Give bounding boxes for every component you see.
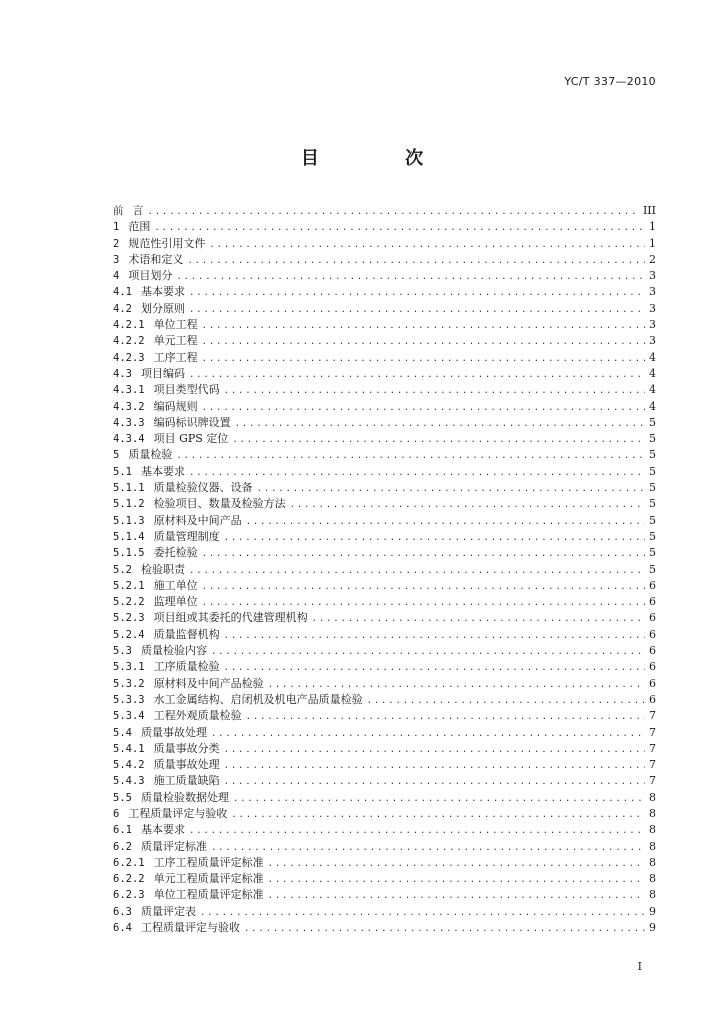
- toc-entry-number: 5.3.2: [113, 677, 145, 690]
- toc-leader-dots: [200, 905, 645, 920]
- toc-leader-dots: [176, 448, 645, 463]
- toc-leader-dots: [189, 302, 645, 317]
- toc-entry-title: 工序质量检验: [153, 660, 220, 674]
- toc-entry-page: 5: [649, 513, 656, 527]
- toc-leader-dots: [209, 237, 645, 252]
- toc-leader-dots: [290, 497, 645, 512]
- toc-entry[interactable]: [113, 350, 656, 366]
- toc-entry-title: 项目 GPS 定位: [153, 432, 229, 446]
- toc-entry-title: 监理单位: [153, 595, 198, 609]
- toc-entry-number: 5.1.2: [113, 498, 145, 511]
- toc-entry-number: 5.5: [113, 791, 132, 804]
- toc-entry-title: 单元工程: [153, 334, 198, 348]
- toc-entry-title: 检验职责: [140, 562, 185, 576]
- page-number: I: [637, 960, 642, 973]
- toc-entry-page: 5: [649, 481, 656, 495]
- toc-entry-title: 言: [132, 204, 144, 217]
- toc-entry-title: 编码规则: [153, 399, 198, 413]
- toc-entry-page: 3: [649, 269, 656, 283]
- toc-entry-page: 6: [649, 644, 656, 658]
- toc-entry-page: 8: [649, 806, 656, 820]
- toc-entry-title: 质量检验内容: [140, 644, 207, 658]
- toc-entry-page: 8: [649, 839, 656, 853]
- toc-entry-title: 施工质量缺陷: [153, 774, 220, 788]
- toc-entry[interactable]: [113, 431, 656, 447]
- toc-leader-dots: [224, 660, 645, 675]
- toc-entry[interactable]: [113, 627, 656, 643]
- toc-entry[interactable]: [113, 920, 656, 936]
- toc-entry[interactable]: [113, 284, 656, 300]
- toc-entry-page: 5: [649, 562, 656, 576]
- toc-entry-page: 8: [649, 872, 656, 886]
- toc-entry[interactable]: [113, 464, 656, 480]
- toc-entry-number: 5.3.1: [113, 661, 145, 674]
- toc-entry[interactable]: [113, 659, 656, 675]
- toc-leader-dots: [189, 823, 645, 838]
- standard-code: YC/T 337—2010: [564, 75, 656, 88]
- toc-entry-page: 7: [649, 758, 656, 772]
- toc-entry-number: 4: [113, 270, 120, 283]
- toc-entry-number: 5.2: [113, 563, 132, 576]
- toc-entry[interactable]: [113, 317, 656, 333]
- toc-entry-number: 4.3: [113, 367, 132, 380]
- toc-entry[interactable]: [113, 855, 656, 871]
- toc-entry-number: 6.2.1: [113, 856, 145, 869]
- toc-entry[interactable]: [113, 871, 656, 887]
- toc-entry-number: 2: [113, 237, 120, 250]
- toc-leader-dots: [224, 628, 645, 643]
- toc-entry-title: 项目组或其委托的代建管理机构: [153, 611, 308, 625]
- toc-entry-number: 5.3.4: [113, 710, 145, 723]
- toc-entry-page: 6: [649, 595, 656, 609]
- toc-entry-title: 术语和定义: [128, 252, 184, 266]
- toc-entry-number: 前: [113, 205, 124, 217]
- toc-entry-title: 单元工程质量评定标准: [153, 872, 264, 886]
- toc-entry-number: 5.2.1: [113, 579, 145, 592]
- toc-entry-page: III: [642, 204, 656, 217]
- toc-leader-dots: [268, 888, 645, 903]
- toc-leader-dots: [154, 220, 645, 235]
- toc-leader-dots: [202, 546, 645, 561]
- toc-entry-title: 质量管理制度: [153, 529, 220, 543]
- toc-leader-dots: [176, 269, 645, 284]
- toc-entry[interactable]: [113, 333, 656, 349]
- toc-entry-page: 3: [649, 285, 656, 299]
- toc-leader-dots: [189, 367, 645, 382]
- toc-entry-page: 1: [649, 236, 656, 250]
- toc-entry-number: 4.3.1: [113, 384, 145, 397]
- toc-leader-dots: [211, 726, 645, 741]
- toc-entry-title: 水工金属结构、启闭机及机电产品质量检验: [153, 692, 363, 706]
- toc-entry-page: 5: [649, 546, 656, 560]
- toc-entry-number: 6: [113, 807, 120, 820]
- toc-entry-number: 5.1.3: [113, 514, 145, 527]
- toc-entry-number: 4.2.2: [113, 335, 145, 348]
- toc-entry-number: 5.4: [113, 726, 132, 739]
- toc-entry-page: 3: [649, 301, 656, 315]
- toc-entry-page: 5: [649, 529, 656, 543]
- toc-entry-number: 5.4.2: [113, 759, 145, 772]
- toc-entry-number: 5.4.1: [113, 742, 145, 755]
- toc-entry-number: 5.1.1: [113, 482, 145, 495]
- toc-entry-title: 质量事故分类: [153, 741, 220, 755]
- toc-entry-page: 3: [649, 318, 656, 332]
- toc-leader-dots: [202, 318, 645, 333]
- toc-entry[interactable]: [113, 236, 656, 252]
- toc-entry-page: 6: [649, 627, 656, 641]
- toc-entry-number: 5.2.3: [113, 612, 145, 625]
- toc-entry[interactable]: [113, 676, 656, 692]
- toc-entry[interactable]: [113, 203, 656, 219]
- toc-entry[interactable]: [113, 741, 656, 757]
- toc-leader-dots: [224, 383, 645, 398]
- toc-entry-title: 质量事故处理: [140, 725, 207, 739]
- toc-entry[interactable]: [113, 562, 656, 578]
- toc-entry-title: 原材料及中间产品: [153, 513, 242, 527]
- toc-entry-title: 质量评定标准: [140, 839, 207, 853]
- toc-entry[interactable]: [113, 806, 656, 822]
- toc-entry-number: 6.2: [113, 840, 132, 853]
- toc-leader-dots: [224, 530, 645, 545]
- toc-entry-title: 原材料及中间产品检验: [153, 676, 264, 690]
- toc-leader-dots: [268, 872, 645, 887]
- toc-entry[interactable]: [113, 415, 656, 431]
- toc-entry-title: 项目编码: [140, 366, 185, 380]
- toc-entry[interactable]: [113, 725, 656, 741]
- toc-leader-dots: [189, 563, 645, 578]
- toc-entry-title: 质量监督机构: [153, 627, 220, 641]
- toc-entry-title: 划分原则: [140, 301, 185, 315]
- toc-entry-number: 6.1: [113, 824, 132, 837]
- toc-entry[interactable]: [113, 610, 656, 626]
- toc-entry[interactable]: [113, 513, 656, 529]
- toc-entry[interactable]: [113, 773, 656, 789]
- toc-leader-dots: [189, 285, 645, 300]
- toc-entry-number: 4.3.3: [113, 416, 145, 429]
- toc-leader-dots: [224, 774, 645, 789]
- toc-entry-number: 5.1.4: [113, 530, 145, 543]
- toc-entry-title: 项目划分: [128, 269, 173, 283]
- toc-entry-page: 8: [649, 790, 656, 804]
- toc-entry-page: 5: [649, 415, 656, 429]
- toc-entry-number: 4.2.3: [113, 351, 145, 364]
- toc-entry[interactable]: [113, 578, 656, 594]
- toc-entry[interactable]: [113, 301, 656, 317]
- toc-entry-page: 8: [649, 855, 656, 869]
- toc-entry-number: 5.3.3: [113, 693, 145, 706]
- toc-leader-dots: [202, 595, 645, 610]
- toc-entry-title: 质量评定表: [140, 904, 196, 918]
- toc-entry-page: 7: [649, 725, 656, 739]
- toc-leader-dots: [233, 791, 645, 806]
- toc-leader-dots: [246, 514, 645, 529]
- toc-entry-title: 委托检验: [153, 546, 198, 560]
- toc-entry-title: 基本要求: [140, 464, 185, 478]
- toc-entry-title: 工程外观质量检验: [153, 709, 242, 723]
- toc-leader-dots: [231, 807, 645, 822]
- toc-entry-title: 检验项目、数量及检验方法: [153, 497, 286, 511]
- toc-entry[interactable]: [113, 822, 656, 838]
- toc-entry[interactable]: [113, 887, 656, 903]
- toc-leader-dots: [211, 840, 645, 855]
- toc-entry[interactable]: [113, 839, 656, 855]
- toc-entry[interactable]: [113, 757, 656, 773]
- toc-entry-page: 5: [649, 432, 656, 446]
- toc-entry-title: 质量检验: [128, 448, 173, 462]
- toc-entry-page: 7: [649, 741, 656, 755]
- toc-entry-page: 5: [649, 464, 656, 478]
- toc-entry-title: 质量检验仪器、设备: [153, 481, 253, 495]
- toc-leader-dots: [367, 693, 645, 708]
- toc-entry[interactable]: [113, 480, 656, 496]
- toc-entry-title: 单位工程: [153, 318, 198, 332]
- toc-entry-title: 基本要求: [140, 285, 185, 299]
- toc-entry-number: 5.3: [113, 645, 132, 658]
- toc-entry-number: 4.3.4: [113, 433, 145, 446]
- toc-entry[interactable]: [113, 545, 656, 561]
- toc-entry[interactable]: [113, 529, 656, 545]
- toc-leader-dots: [224, 758, 645, 773]
- toc-entry-page: 6: [649, 611, 656, 625]
- toc-entry[interactable]: [113, 399, 656, 415]
- toc-entry-number: 4.1: [113, 286, 132, 299]
- toc-entry-page: 7: [649, 774, 656, 788]
- toc-leader-dots: [187, 253, 645, 268]
- toc-entry-number: 5.1.5: [113, 547, 145, 560]
- toc-entry-title: 质量事故处理: [153, 758, 220, 772]
- toc-leader-dots: [189, 465, 645, 480]
- toc-entry-number: 5.1: [113, 465, 132, 478]
- toc-leader-dots: [202, 579, 645, 594]
- toc-leader-dots: [257, 481, 645, 496]
- toc-leader-dots: [268, 856, 645, 871]
- toc-entry-number: 4.2: [113, 302, 132, 315]
- toc-leader-dots: [246, 709, 645, 724]
- toc-entry-number: 5: [113, 449, 120, 462]
- toc-entry-page: 6: [649, 676, 656, 690]
- toc-entry-page: 8: [649, 823, 656, 837]
- toc-entry-number: 3: [113, 253, 120, 266]
- toc-entry-number: 1: [113, 221, 120, 234]
- toc-entry-title: 项目类型代码: [153, 383, 220, 397]
- toc-entry-page: 5: [649, 448, 656, 462]
- toc-entry-number: 6.3: [113, 905, 132, 918]
- toc-entry-page: 9: [649, 904, 656, 918]
- toc-leader-dots: [235, 416, 645, 431]
- toc-entry-number: 5.2.4: [113, 628, 145, 641]
- toc-entry-page: 6: [649, 660, 656, 674]
- toc-entry-page: 4: [649, 399, 656, 413]
- toc-entry-title: 范围: [128, 220, 151, 234]
- toc-entry[interactable]: [113, 594, 656, 610]
- toc-entry-title: 施工单位: [153, 578, 198, 592]
- toc-entry-title: 质量检验数据处理: [140, 790, 229, 804]
- toc-leader-dots: [202, 351, 645, 366]
- toc-entry-title: 工序工程质量评定标准: [153, 855, 264, 869]
- toc-entry[interactable]: [113, 219, 656, 235]
- toc-entry-page: 4: [649, 383, 656, 397]
- toc-entry-number: 6.4: [113, 922, 132, 935]
- toc-entry[interactable]: [113, 252, 656, 268]
- toc-leader-dots: [268, 677, 645, 692]
- toc-leader-dots: [211, 644, 645, 659]
- toc-entry[interactable]: [113, 382, 656, 398]
- toc-entry-page: 1: [649, 220, 656, 234]
- toc-leader-dots: [202, 400, 645, 415]
- toc-entry-title: 规范性引用文件: [128, 236, 206, 250]
- toc-entry-title: 工程质量评定与验收: [128, 806, 228, 820]
- toc-leader-dots: [148, 204, 639, 219]
- toc-entry-page: 6: [649, 692, 656, 706]
- toc-entry-title: 工序工程: [153, 350, 198, 364]
- toc-entry[interactable]: [113, 790, 656, 806]
- table-of-contents: [113, 203, 656, 936]
- toc-entry-number: 6.2.3: [113, 889, 145, 902]
- toc-entry[interactable]: [113, 496, 656, 512]
- toc-entry[interactable]: [113, 904, 656, 920]
- page-title: 目 次: [300, 148, 464, 169]
- toc-entry-title: 基本要求: [140, 823, 185, 837]
- toc-entry-page: 6: [649, 578, 656, 592]
- toc-entry-page: 8: [649, 888, 656, 902]
- toc-entry-title: 单位工程质量评定标准: [153, 888, 264, 902]
- toc-entry-page: 5: [649, 497, 656, 511]
- toc-entry-number: 4.2.1: [113, 319, 145, 332]
- toc-leader-dots: [224, 742, 645, 757]
- toc-entry-title: 编码标识牌设置: [153, 415, 231, 429]
- toc-entry[interactable]: [113, 447, 656, 463]
- toc-entry-page: 3: [649, 334, 656, 348]
- toc-entry-page: 4: [649, 350, 656, 364]
- toc-leader-dots: [232, 432, 645, 447]
- toc-entry[interactable]: [113, 366, 656, 382]
- toc-entry-number: 5.2.2: [113, 596, 145, 609]
- toc-entry-number: 4.3.2: [113, 400, 145, 413]
- toc-entry-page: 4: [649, 366, 656, 380]
- toc-entry-page: 7: [649, 709, 656, 723]
- toc-leader-dots: [312, 611, 645, 626]
- toc-entry-number: 5.4.3: [113, 775, 145, 788]
- toc-entry-page: 9: [649, 921, 656, 935]
- toc-entry[interactable]: [113, 268, 656, 284]
- toc-leader-dots: [202, 334, 645, 349]
- toc-entry-title: 工程质量评定与验收: [140, 921, 240, 935]
- toc-entry-page: 2: [649, 252, 656, 266]
- toc-entry[interactable]: [113, 692, 656, 708]
- toc-leader-dots: [244, 921, 645, 936]
- toc-entry-number: 6.2.2: [113, 873, 145, 886]
- toc-entry[interactable]: [113, 708, 656, 724]
- toc-entry[interactable]: [113, 643, 656, 659]
